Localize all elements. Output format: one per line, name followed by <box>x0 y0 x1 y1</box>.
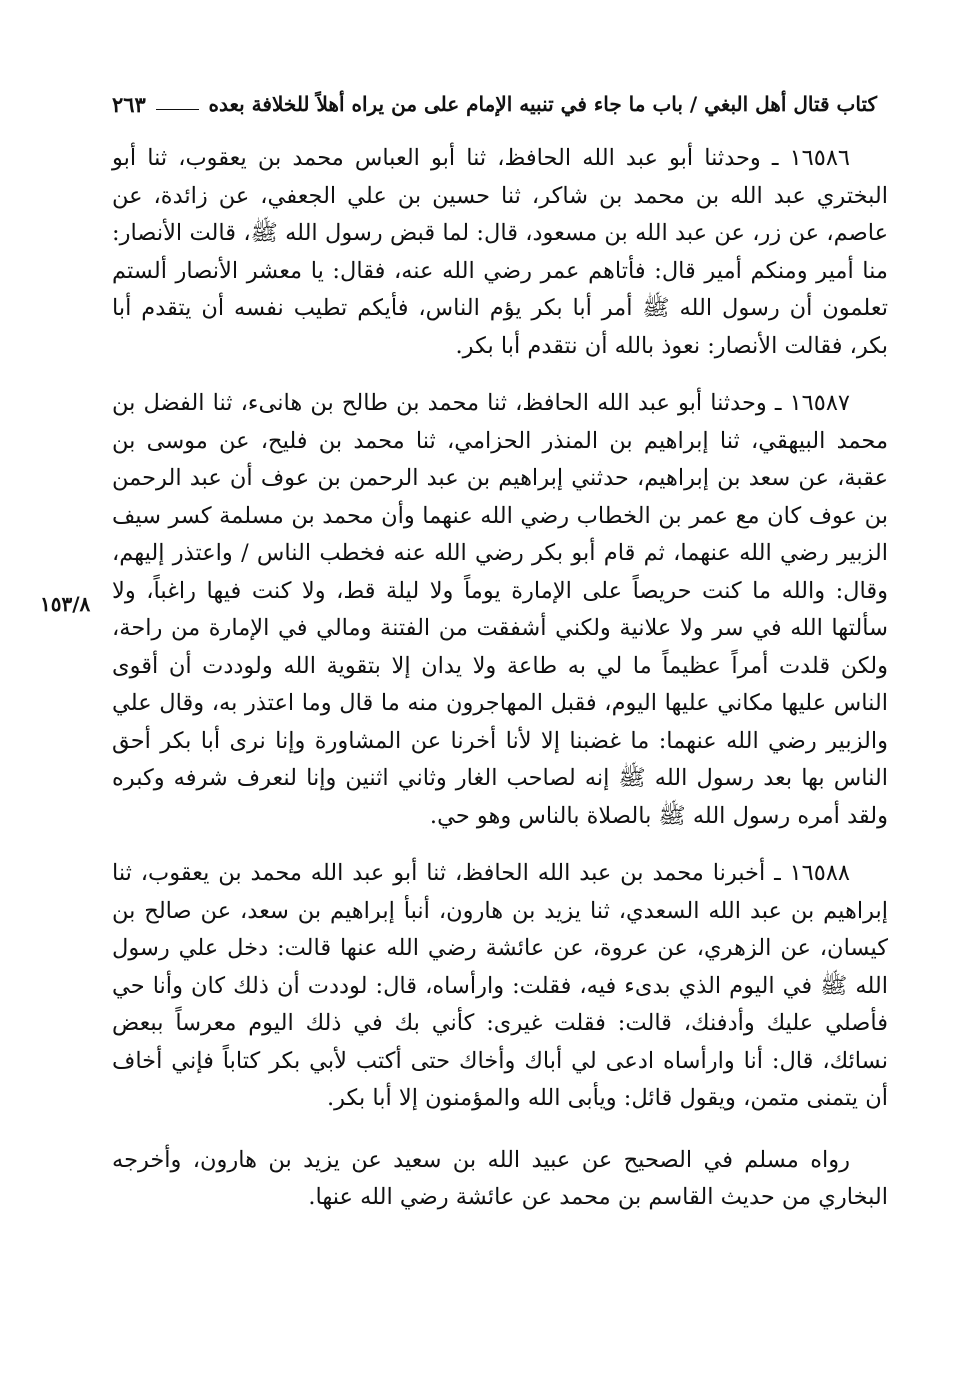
hadith-16587: ١٦٥٨٧ ـ وحدثنا أبو عبد الله الحافظ، ثنا محمد بن طالح بن هانىء، ثنا الفضل بن محمد البيهقي، ثنا إبراهيم بن المنذر الحزامي، ثنا محمد بن فليح، عن موسى بن عقبة، عن سعد بن إبراهيم، حدثني إبراهيم بن عبد الرحمن بن عوف أن عبد الرحمن بن عوف كان مع عمر بن الخطاب رضي الله عنهما وأن محمد بن مسلمة كسر سيف الزبير رضي الله عنهما، ثم قام أبو بكر رضي الله عنه فخطب الناس / واعتذر إليهم، وقال: والله ما كنت حريصاً على الإمارة يوماً ولا ليلة قط، ولا كنت فيها راغباً، ولا سألتها الله في سر ولا علانية ولكني أشفقت من الفتنة ومالي في الإمارة من راحة، ولكن قلدت أمراً عظيماً ما لي به طاعة ولا يدان إلا بتقوية الله ولوددت أن أقوى الناس عليها مكاني عليها اليوم، فقبل المهاجرون منه ما قال وما اعتذر به، وقال علي والزبير رضي الله عنهما: ما غضبنا إلا لأنا أخرنا عن المشاورة وإنا نرى أبا بكر أحق الناس بها بعد رسول الله ﷺ إنه لصاحب الغار وثاني اثنين وإنا لنعرف شرفه وكبره ولقد أمره رسول الله ﷺ بالصلاة بالناس وهو حي. <box>112 390 888 829</box>
running-title: كتاب قتال أهل البغي / باب ما جاء في تنبيه الإمام على من يراه أهلاً للخلافة بعده <box>208 92 877 116</box>
margin-reference: ١٥٣/٨ <box>40 592 91 616</box>
narration-note: رواه مسلم في الصحيح عن عبيد الله بن سعيد عن يزيد بن هارون، وأخرجه البخاري من حديث القاسم بن محمد عن عائشة رضي الله عنها. <box>112 1146 888 1210</box>
header-rule <box>156 109 199 110</box>
running-header <box>112 84 877 124</box>
page-number: ٢٦٣ <box>112 91 146 117</box>
hadith-16586: ١٦٥٨٦ ـ وحدثنا أبو عبد الله الحافظ، ثنا أبو العباس محمد بن يعقوب، ثنا أبو البختري عبد الله بن محمد بن شاكر، ثنا حسين بن علي الجعفي، عن زائدة، عن عاصم، عن زر، عن عبد الله بن مسعود، قال: لما قبض رسول الله ﷺ، قالت الأنصار: منا أمير ومنكم أمير قال: فأتاهم عمر رضي الله عنه، فقال: يا معشر الأنصار ألستم تعلمون أن رسول الله ﷺ أمر أبا بكر يؤم الناس، فأيكم تطيب نفسه أن يتقدم أبا بكر، فقالت الأنصار: نعوذ بالله أن نتقدم أبا بكر. <box>112 145 888 359</box>
hadith-16588: ١٦٥٨٨ ـ أخبرنا محمد بن عبد الله الحافظ، ثنا أبو عبد الله محمد بن يعقوب، ثنا إبراهيم بن عبد الله السعدي، ثنا يزيد بن هارون، أنبأ إبراهيم بن سعد، عن صالح بن كيسان، عن الزهري، عن عروة، عن عائشة رضي الله عنها قالت: دخل علي رسول الله ﷺ في اليوم الذي بدىء فيه، فقلت: وارأساه، قال: لوددت أن ذلك كان وأنا حي فأصلي عليك وأدفنك، قالت: فقلت غيرى: كأني بك في ذلك اليوم معرساً ببعض نسائك، قال: أنا وارأساه ادعى لي أباك وأخاك حتى أكتب لأبي بكر كتاباً فإني أخاف أن يتمنى متمن، ويقول قائل: ويأبى الله والمؤمنون إلا أبا بكر. <box>112 860 888 1111</box>
text-body <box>112 140 888 1217</box>
